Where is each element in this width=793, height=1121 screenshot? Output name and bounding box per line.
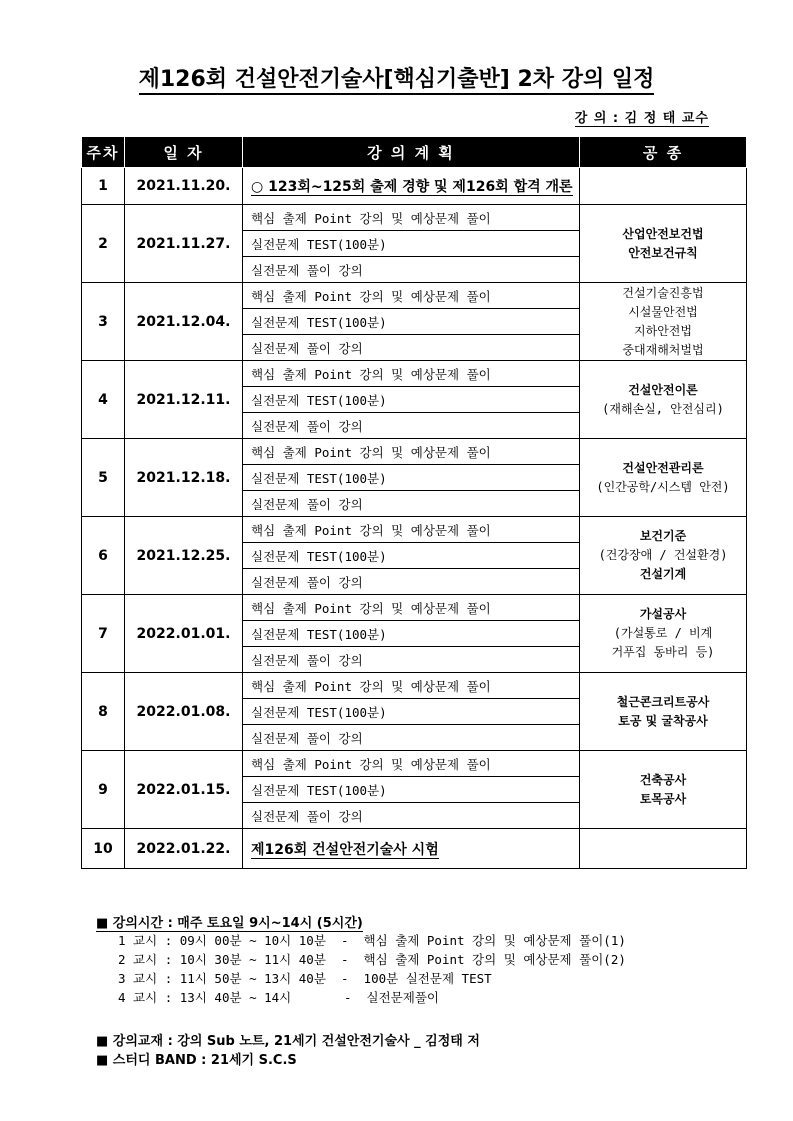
plan-item: 실전문제 풀이 강의 (243, 803, 580, 829)
lecture-date: 2021.12.18. (125, 439, 243, 517)
lecture-date: 2022.01.22. (125, 829, 243, 869)
subject-line: 산업안전보건법 (622, 226, 704, 241)
lecture-date: 2021.12.04. (125, 283, 243, 361)
week-number: 5 (82, 439, 125, 517)
study-band-note: ■ 스터디 BAND : 21세기 S.C.S (96, 1053, 297, 1068)
subject-line: 안전보건규칙 (628, 245, 698, 260)
plan-item: 실전문제 TEST(100분) (243, 465, 580, 491)
table-row (82, 595, 747, 621)
subject-cell (580, 673, 747, 751)
plan-item: 핵심 출제 Point 강의 및 예상문제 풀이 (243, 517, 580, 543)
table-row (82, 517, 747, 543)
plan-single: ○ 123회~125회 출제 경향 및 제126회 합격 개론 (243, 168, 580, 205)
week-number: 2 (82, 205, 125, 283)
lecture-date: 2022.01.15. (125, 751, 243, 829)
plan-item: 실전문제 풀이 강의 (243, 413, 580, 439)
subject-line: 건설기계 (639, 567, 687, 581)
week-number: 6 (82, 517, 125, 595)
table-row (82, 751, 747, 777)
plan-item: 핵심 출제 Point 강의 및 예상문제 풀이 (243, 751, 580, 777)
week-number: 3 (82, 283, 125, 361)
lecture-time-section (96, 912, 626, 1007)
subject-line: 지하안전법 (634, 323, 692, 338)
subject-cell (580, 283, 747, 361)
page-title: 제126회 건설안전기술사[핵심기출반] 2차 강의 일정 (0, 62, 793, 93)
plan-item: 핵심 출제 Point 강의 및 예상문제 풀이 (243, 595, 580, 621)
subject-line: 건설안전관리론 (622, 460, 704, 475)
subject-line: 토공 및 굴착공사 (618, 713, 708, 728)
plan-item: 실전문제 TEST(100분) (243, 543, 580, 569)
subject-line: 건설안전이론 (628, 382, 698, 397)
table-header-row (82, 137, 747, 168)
plan-item: 실전문제 풀이 강의 (243, 491, 580, 517)
subject-line: 철근콘크리트공사 (616, 694, 710, 709)
subject-cell (580, 517, 747, 595)
table-row (82, 283, 747, 309)
week-number: 4 (82, 361, 125, 439)
table-row (82, 168, 747, 205)
week-number: 1 (82, 168, 125, 205)
subject-line: 중대재해처벌법 (622, 342, 704, 357)
week-number: 9 (82, 751, 125, 829)
plan-item: 실전문제 TEST(100분) (243, 231, 580, 257)
plan-item: 실전문제 TEST(100분) (243, 777, 580, 803)
period-1: 1 교시 : 09시 00분 ~ 10시 10분 - 핵심 출제 Point 강의 및 예상문제 풀이(1) (118, 933, 626, 948)
plan-item: 실전문제 TEST(100분) (243, 621, 580, 647)
header-plan: 강 의 계 획 (243, 137, 580, 168)
subject-line: 가설공사 (639, 607, 687, 621)
plan-item: 실전문제 풀이 강의 (243, 257, 580, 283)
period-2: 2 교시 : 10시 30분 ~ 11시 40분 - 핵심 출제 Point 강의 및 예상문제 풀이(2) (118, 952, 626, 967)
header-subject: 공 종 (580, 137, 747, 168)
week-number: 10 (82, 829, 125, 869)
subject-cell (580, 439, 747, 517)
lecture-date: 2021.12.11. (125, 361, 243, 439)
header-week: 주차 (82, 137, 125, 168)
plan-single: 제126회 건설안전기술사 시험 (243, 829, 580, 869)
lecture-date: 2021.11.20. (125, 168, 243, 205)
table-row (82, 439, 747, 465)
textbook-note: ■ 강의교재 : 강의 Sub 노트, 21세기 건설안전기술사 _ 김정태 저 (96, 1034, 480, 1049)
subject-line: 거푸집 동바리 등) (611, 645, 715, 659)
subject-line: 토목공사 (639, 791, 687, 806)
plan-item: 핵심 출제 Point 강의 및 예상문제 풀이 (243, 439, 580, 465)
plan-item: 실전문제 TEST(100분) (243, 699, 580, 725)
subject-line: (가설통로 / 비계 (613, 626, 713, 640)
schedule-body (82, 168, 747, 869)
plan-item: 실전문제 풀이 강의 (243, 335, 580, 361)
subject-line: (재해손실, 안전심리) (602, 401, 724, 416)
subject-cell (580, 595, 747, 673)
plan-item: 핵심 출제 Point 강의 및 예상문제 풀이 (243, 361, 580, 387)
plan-item: 핵심 출제 Point 강의 및 예상문제 풀이 (243, 673, 580, 699)
subject-cell (580, 829, 747, 869)
table-row (82, 205, 747, 231)
plan-item: 실전문제 풀이 강의 (243, 569, 580, 595)
table-row (82, 829, 747, 869)
subject-cell (580, 361, 747, 439)
subject-line: 시설물안전법 (628, 304, 698, 319)
table-row (82, 361, 747, 387)
header-date: 일 자 (125, 137, 243, 168)
table-row (82, 673, 747, 699)
subject-line: 건설기술진흥법 (622, 285, 704, 300)
schedule-table (81, 136, 747, 869)
lecturer-label: 강 의 : 김 정 태 교수 (575, 107, 709, 127)
plan-item: 실전문제 풀이 강의 (243, 725, 580, 751)
plan-item: 실전문제 TEST(100분) (243, 387, 580, 413)
plan-item: 핵심 출제 Point 강의 및 예상문제 풀이 (243, 205, 580, 231)
lecture-time-heading: ■ 강의시간 : 매주 토요일 9시~14시 (5시간) (96, 916, 363, 931)
subject-cell (580, 751, 747, 829)
subject-line: 건축공사 (639, 772, 687, 787)
plan-item: 핵심 출제 Point 강의 및 예상문제 풀이 (243, 283, 580, 309)
subject-line: (인간공학/시스템 안전) (596, 479, 730, 494)
plan-item: 실전문제 풀이 강의 (243, 647, 580, 673)
subject-cell (580, 168, 747, 205)
period-3: 3 교시 : 11시 50분 ~ 13시 40분 - 100분 실전문제 TEST (118, 971, 492, 986)
lecture-date: 2021.11.27. (125, 205, 243, 283)
subject-line: (건강장애 / 건설환경) (598, 548, 728, 562)
lecture-date: 2022.01.08. (125, 673, 243, 751)
lecture-date: 2021.12.25. (125, 517, 243, 595)
plan-item: 실전문제 TEST(100분) (243, 309, 580, 335)
week-number: 7 (82, 595, 125, 673)
week-number: 8 (82, 673, 125, 751)
lecture-date: 2022.01.01. (125, 595, 243, 673)
subject-cell (580, 205, 747, 283)
period-4: 4 교시 : 13시 40분 ~ 14시 - 실전문제풀이 (118, 990, 439, 1005)
subject-line: 보건기준 (639, 529, 687, 543)
